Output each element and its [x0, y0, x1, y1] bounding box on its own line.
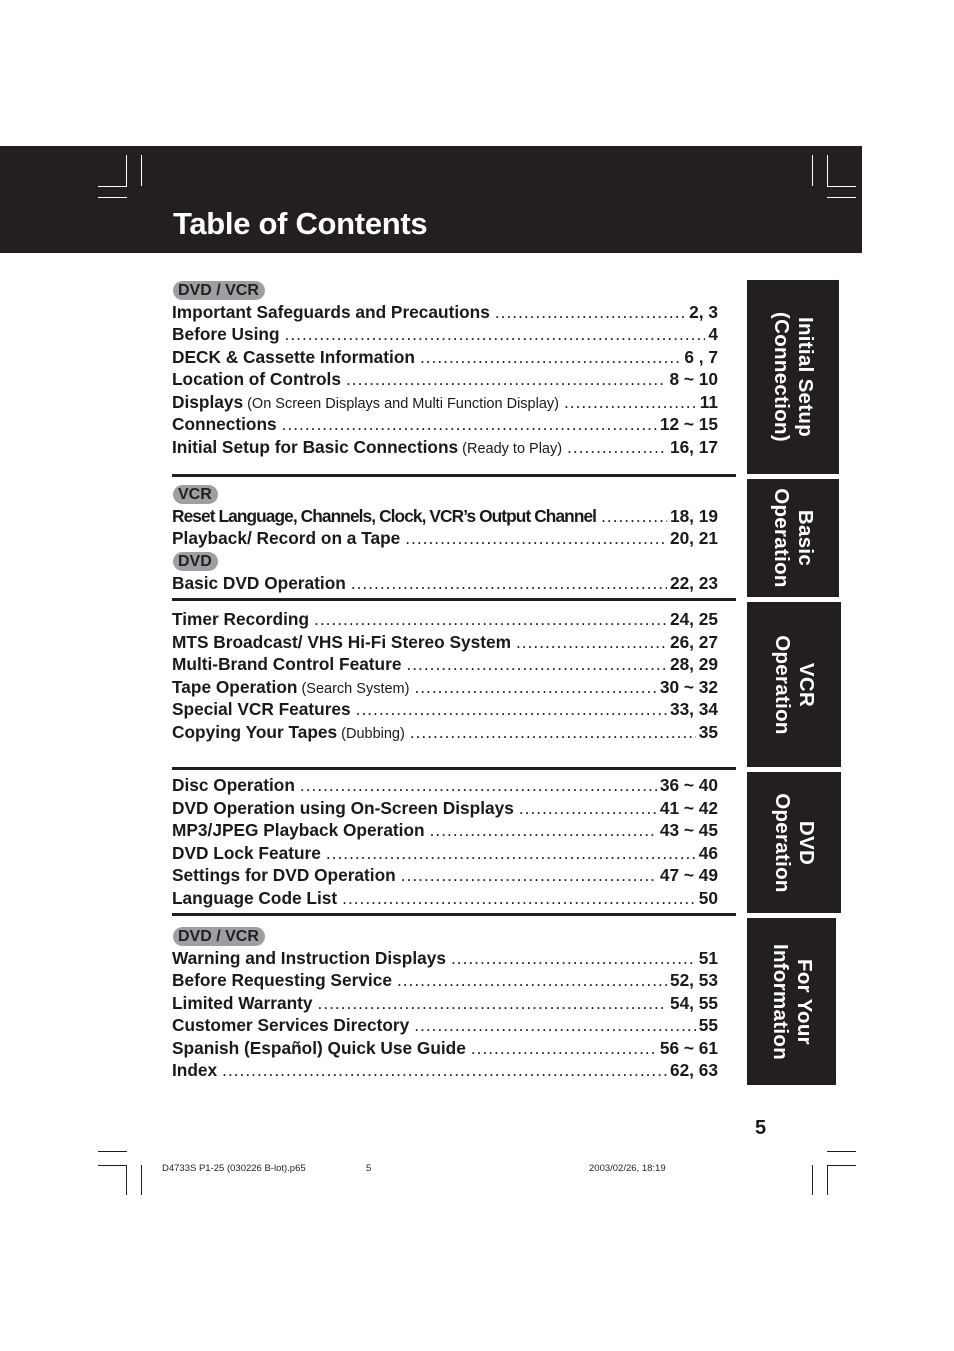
dot-leader [222, 1060, 667, 1081]
toc-entry-title: DVD Operation using On-Screen Displays [172, 797, 514, 818]
footer-timestamp: 2003/02/26, 18:19 [589, 1163, 666, 1174]
toc-entry[interactable] [172, 993, 718, 1016]
section-divider [172, 598, 736, 601]
dot-leader [414, 1015, 696, 1036]
header-band [0, 146, 862, 253]
side-tab-label: Operation [771, 792, 794, 893]
toc-entry-title: Limited Warranty [172, 992, 313, 1013]
dot-leader [285, 324, 706, 345]
toc-entry-title: Multi-Brand Control Feature [172, 654, 402, 674]
toc-entry[interactable] [172, 324, 718, 347]
toc-section-initial-setup [172, 279, 718, 459]
dot-leader [314, 609, 667, 630]
toc-entry[interactable] [172, 699, 718, 722]
toc-entry-pages: 22, 23 [669, 573, 718, 593]
dot-leader [519, 798, 657, 819]
toc-entry-subtitle: (Dubbing) [341, 725, 405, 742]
crop-mark [812, 155, 813, 186]
toc-entry-pages: 16, 17 [669, 436, 718, 457]
side-tab-label: DVD [795, 820, 818, 865]
toc-section-dvd-operation [172, 775, 718, 910]
page-number: 5 [755, 1117, 767, 1139]
toc-entry-title: Disc Operation [172, 775, 295, 795]
side-tab-label: Initial Setup [794, 316, 817, 438]
side-tab-label: VCR [795, 662, 818, 707]
side-tab-initial-setup[interactable] [747, 280, 839, 474]
toc-entry-pages: 24, 25 [669, 609, 718, 629]
toc-entry[interactable] [172, 392, 718, 415]
toc-entry-title: DECK & Cassette Information [172, 346, 415, 367]
toc-entry-title: Warning and Instruction Displays [172, 947, 446, 968]
toc-entry-pages: 11 [699, 391, 718, 412]
toc-entry-title: Displays [172, 391, 244, 412]
toc-entry[interactable] [172, 970, 718, 993]
toc-entry[interactable] [172, 369, 718, 392]
toc-entry[interactable] [172, 609, 718, 632]
dot-leader [318, 993, 667, 1014]
dot-leader [495, 302, 686, 323]
toc-entry[interactable] [172, 528, 718, 551]
toc-entry-pages: 52, 53 [669, 970, 718, 990]
crop-mark [827, 186, 856, 187]
toc-entry-pages: 6 , 7 [684, 346, 718, 367]
category-badge: DVD / VCR [173, 927, 265, 946]
toc-entry-title: Customer Services Directory [172, 1015, 410, 1035]
toc-entry-title: MTS Broadcast/ VHS Hi-Fi Stereo System [172, 631, 511, 652]
toc-entry-pages: 20, 21 [669, 528, 718, 548]
crop-mark [827, 197, 856, 198]
category-badge: DVD [173, 552, 218, 571]
dot-leader [401, 865, 657, 886]
side-tab-basic-operation[interactable] [747, 479, 839, 597]
dot-leader [410, 722, 696, 743]
toc-entry-subtitle: (Search System) [301, 680, 410, 697]
category-badge: VCR [173, 485, 218, 504]
toc-entry-pages: 33, 34 [669, 699, 718, 719]
toc-entry-title: Playback/ Record on a Tape [172, 528, 401, 548]
dot-leader [406, 654, 667, 675]
toc-entry-title: Before Using [172, 324, 280, 344]
section-divider [172, 767, 736, 770]
toc-entry[interactable] [172, 843, 718, 866]
dot-leader [342, 888, 696, 909]
toc-entry[interactable] [172, 722, 718, 745]
side-tab-label: Operation [771, 634, 794, 735]
toc-entry[interactable] [172, 347, 718, 370]
toc-entry-pages: 43 ~ 45 [659, 820, 718, 840]
toc-entry-title: Settings for DVD Operation [172, 865, 396, 885]
side-tab-label: Operation [770, 488, 793, 588]
side-tab-label: Information [768, 943, 792, 1060]
toc-entry-title: Connections [172, 414, 277, 434]
dot-leader [326, 843, 696, 864]
toc-entry-pages: 51 [698, 947, 718, 968]
toc-entry[interactable] [172, 888, 718, 911]
dot-leader [405, 528, 667, 549]
toc-entry-title: DVD Lock Feature [172, 842, 321, 863]
crop-mark [126, 155, 127, 186]
toc-entry[interactable] [172, 865, 718, 888]
dot-leader [356, 699, 667, 720]
toc-entry[interactable] [172, 654, 718, 677]
toc-entry[interactable] [172, 302, 718, 325]
toc-entry[interactable] [172, 1060, 718, 1083]
toc-entry[interactable] [172, 798, 718, 821]
toc-entry[interactable] [172, 573, 718, 596]
toc-entry-title: Before Requesting Service [172, 970, 392, 990]
crop-mark [827, 1151, 856, 1152]
toc-entry-pages: 55 [698, 1015, 718, 1035]
crop-mark [98, 1151, 127, 1152]
side-tab-dvd-operation[interactable] [747, 772, 841, 913]
toc-entry-pages: 56 ~ 61 [659, 1037, 718, 1058]
toc-entry-title: Initial Setup for Basic Connections [172, 436, 459, 457]
toc-entry-pages: 26, 27 [669, 631, 718, 652]
dot-leader [567, 437, 667, 458]
section-divider [172, 474, 736, 477]
side-tab-label: (Connection) [770, 312, 793, 442]
crop-mark [141, 1165, 142, 1195]
toc-entry-title: Timer Recording [172, 609, 310, 629]
side-tab-label: Basic [794, 509, 817, 567]
toc-entry-pages: 28, 29 [669, 654, 718, 674]
toc-entry-subtitle: (Ready to Play) [462, 440, 563, 457]
crop-mark [98, 197, 127, 198]
toc-entry-pages: 4 [708, 324, 718, 344]
toc-entry-title: Location of Controls [172, 369, 341, 389]
toc-entry-pages: 35 [698, 721, 718, 742]
toc-entry-title: Language Code List [172, 887, 338, 908]
section-divider [172, 913, 736, 916]
category-badge: DVD / VCR [173, 281, 265, 300]
dot-leader [346, 369, 667, 390]
toc-entry-title: Spanish (Español) Quick Use Guide [172, 1037, 466, 1058]
side-tab-information[interactable] [747, 918, 836, 1085]
dot-leader [300, 775, 657, 796]
dot-leader [516, 632, 667, 653]
toc-entry[interactable] [172, 820, 718, 843]
footer-file-name: D4733S P1-25 (030226 B-lot).p65 [162, 1163, 306, 1174]
toc-entry[interactable] [172, 632, 718, 655]
toc-section-basic-operation [172, 483, 718, 596]
toc-entry[interactable] [172, 775, 718, 798]
toc-entry-title: Important Safeguards and Precautions [172, 301, 490, 322]
toc-entry-pages: 41 ~ 42 [659, 797, 718, 818]
toc-entry-title: Copying Your Tapes [172, 721, 338, 742]
toc-entry[interactable] [172, 506, 718, 529]
toc-entry[interactable] [172, 437, 718, 460]
toc-entry-pages: 50 [698, 887, 718, 908]
crop-mark [98, 186, 127, 187]
crop-mark [812, 1165, 813, 1195]
dot-leader [282, 414, 657, 435]
dot-leader [420, 347, 681, 368]
toc-entry-pages: 62, 63 [669, 1060, 718, 1080]
side-tab-label: For Your [792, 958, 816, 1045]
toc-entry-pages: 2, 3 [689, 301, 718, 322]
side-tab-vcr-operation[interactable] [747, 602, 841, 767]
toc-entry-title: MP3/JPEG Playback Operation [172, 820, 425, 840]
toc-entry-title: Index [172, 1060, 218, 1080]
crop-mark [98, 1165, 127, 1166]
dot-leader [414, 677, 656, 698]
crop-mark [141, 155, 142, 186]
toc-entry-title: Reset Language, Channels, Clock, VCR’s Output Channel [172, 505, 597, 526]
crop-mark [827, 1165, 856, 1166]
toc-section-information [172, 925, 718, 1083]
dot-leader [564, 392, 697, 413]
toc-entry[interactable] [172, 677, 718, 700]
crop-mark [827, 1165, 828, 1195]
toc-entry[interactable] [172, 1015, 718, 1038]
dot-leader [451, 948, 696, 969]
crop-mark [827, 155, 828, 186]
toc-entry-title: Tape Operation [172, 676, 298, 697]
toc-entry-pages: 36 ~ 40 [659, 775, 718, 795]
dot-leader [471, 1038, 657, 1059]
footer-page: 5 [366, 1163, 372, 1174]
dot-leader [397, 970, 667, 991]
toc-entry-title: Basic DVD Operation [172, 573, 346, 593]
dot-leader [601, 506, 667, 527]
toc-entry[interactable] [172, 414, 718, 437]
toc-entry-pages: 47 ~ 49 [659, 865, 718, 885]
toc-section-vcr-operation [172, 609, 718, 744]
dot-leader [351, 573, 667, 594]
toc-entry-pages: 46 [698, 842, 718, 863]
toc-entry-pages: 30 ~ 32 [659, 676, 718, 697]
toc-entry[interactable] [172, 1038, 718, 1061]
toc-entry-pages: 18, 19 [669, 505, 718, 526]
toc-entry-pages: 8 ~ 10 [669, 369, 718, 389]
crop-mark [126, 1165, 127, 1195]
toc-entry-pages: 54, 55 [669, 992, 718, 1013]
toc-entry-pages: 12 ~ 15 [659, 414, 718, 434]
toc-entry[interactable] [172, 948, 718, 971]
toc-entry-title: Special VCR Features [172, 699, 351, 719]
dot-leader [430, 820, 657, 841]
toc-entry-subtitle: (On Screen Displays and Multi Function Display) [247, 395, 559, 412]
page-title: Table of Contents [173, 206, 428, 241]
